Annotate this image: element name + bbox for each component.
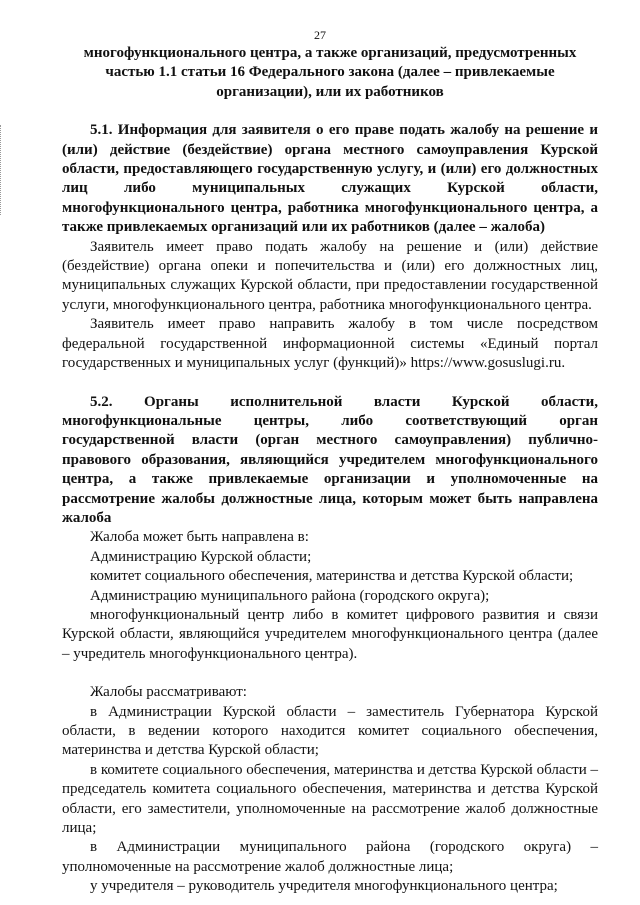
section-5-2-heading: 5.2. Органы исполнительной власти Курской области, многофункциональные центры, либо соответствующий орган государственной власти (орган местного самоуправления) публично-правового образования, являющийся учредителем многофункционального центра, а также привлекаемые организации и уполномоченные на рассмотрение жалобы должностные лица, которым может быть направлена жалоба bbox=[62, 393, 598, 526]
section-5-1-paragraph-2: Заявитель имеет право направить жалобу в том числе посредством федеральной государственной информационной системы «Единый портал государственных и муниципальных услуг (функций)» https://www.gosuslugi.ru. bbox=[62, 316, 598, 372]
section-5-2-intro: Жалоба может быть направлена в: bbox=[90, 529, 309, 546]
review-item: в комитете социального обеспечения, материнства и детства Курской области – председатель комитета социального обеспечения, материнства и детства Курской области, его заместители, уполномоченные на рассмотрение жалоб должностные лица; bbox=[62, 761, 598, 837]
header-line-3: организации), или их работников bbox=[216, 83, 444, 100]
document-body bbox=[62, 44, 598, 897]
list-item: Администрацию муниципального района (городского округа); bbox=[90, 587, 490, 604]
list-item: многофункциональный центр либо в комитет цифрового развития и связи Курской области, являющийся учредителем многофункционального центра (далее – учредитель многофункционального центра). bbox=[62, 606, 598, 662]
review-intro: Жалобы рассматривают: bbox=[90, 684, 247, 701]
section-5-1-paragraph-1: Заявитель имеет право подать жалобу на решение и (или) действие (бездействие) органа опеки и попечительства и (или) его должностных лиц, муниципальных служащих Курской области, при предоставлении государственной услуги, многофункционального центра, работника многофункционального центра. bbox=[62, 238, 598, 313]
list-item: комитет социального обеспечения, материнства и детства Курской области; bbox=[90, 568, 574, 585]
list-item: Администрацию Курской области; bbox=[90, 548, 312, 565]
header-line-1: многофункционального центра, а также организаций, предусмотренных bbox=[83, 45, 577, 61]
page-edge-mark bbox=[0, 125, 5, 215]
page-number: 27 bbox=[314, 28, 326, 42]
review-item: у учредителя – руководитель учредителя многофункционального центра; bbox=[90, 878, 558, 895]
review-item: в Администрации Курской области – заместитель Губернатора Курской области, в ведении которого находится комитет социального обеспечения, материнства и детства Курской области; bbox=[62, 703, 598, 759]
header-line-2: частью 1.1 статьи 16 Федерального закона (далее – привлекаемые bbox=[105, 64, 555, 81]
review-item: в Администрации муниципального района (городского округа) – уполномоченные на рассмотрение жалоб должностные лица; bbox=[62, 839, 598, 875]
section-5-1-heading: 5.1. Информация для заявителя о его праве подать жалобу на решение и (или) действие (бездействие) органа местного самоуправления Курской области, предоставляющего государственную услугу, и (или) его должностных лиц либо муниципальных служащих Курской области, многофункционального центра, работника многофункционального центра, а также привлекаемых организаций или их работников (далее – жалоба) bbox=[62, 122, 598, 236]
